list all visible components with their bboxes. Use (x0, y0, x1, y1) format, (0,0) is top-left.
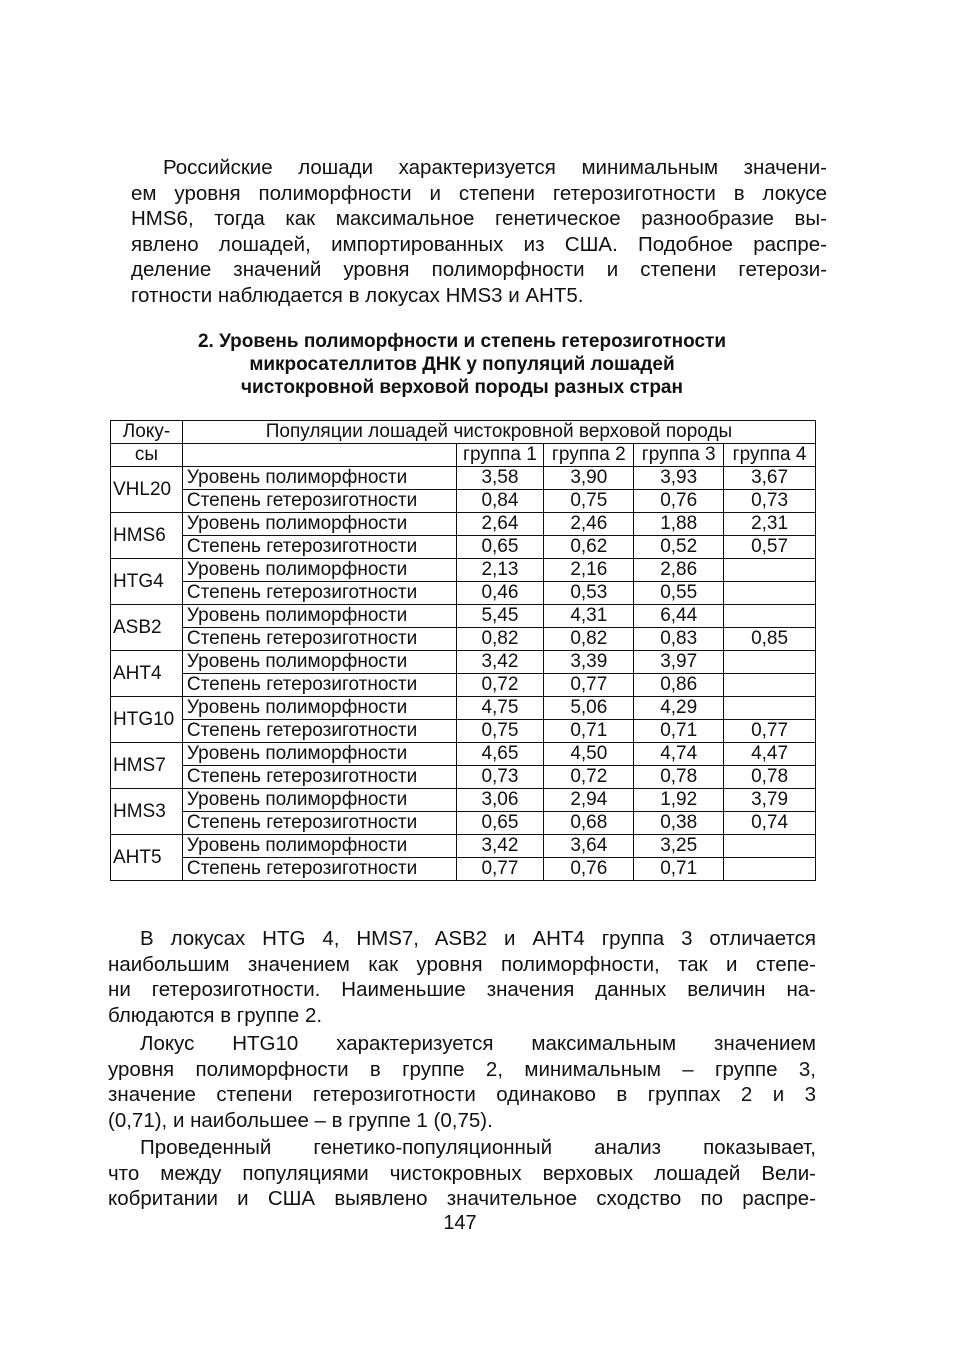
metric-cell: Уровень полиморфности (182, 789, 456, 812)
metric-cell: Степень гетерозиготности (182, 490, 456, 513)
value-cell: 0,82 (544, 628, 634, 651)
locus-cell: HMS6 (111, 513, 183, 559)
metric-cell: Уровень полиморфности (182, 605, 456, 628)
header-locus-top: Локу- (111, 421, 183, 444)
metric-cell: Степень гетерозиготности (182, 766, 456, 789)
text-line: В локусах HTG 4, HMS7, ASB2 и AHT4 группа 3 отличается (140, 927, 816, 950)
header-group-2: группа 2 (544, 444, 634, 467)
text-line: уровня полиморфности в группе 2, минимальным – группе 3, (108, 1057, 816, 1081)
value-cell: 0,65 (456, 536, 544, 559)
value-cell: 3,42 (456, 835, 544, 858)
text-line: наибольшим значением как уровня полиморфности, так и степе- (108, 952, 816, 976)
text-line: Проведенный генетико-популяционный анализ показывает, (140, 1136, 816, 1159)
text-line: Российские лошади характеризуется минимальным значени- (163, 156, 827, 179)
table-row (111, 605, 816, 628)
text-line: значение степени гетерозиготности одинаково в группах 2 и 3 (108, 1083, 816, 1106)
value-cell: 0,72 (544, 766, 634, 789)
value-cell: 0,71 (544, 720, 634, 743)
metric-cell: Степень гетерозиготности (182, 582, 456, 605)
paragraph-intro (131, 155, 827, 308)
metric-cell: Степень гетерозиготности (182, 628, 456, 651)
metric-cell: Уровень полиморфности (182, 743, 456, 766)
value-cell (724, 559, 816, 582)
locus-cell: ASB2 (111, 605, 183, 651)
table-row (111, 766, 816, 789)
value-cell: 2,13 (456, 559, 544, 582)
value-cell: 0,85 (724, 628, 816, 651)
table-row (111, 697, 816, 720)
table-row (111, 490, 816, 513)
value-cell: 0,68 (544, 812, 634, 835)
metric-cell: Степень гетерозиготности (182, 536, 456, 559)
value-cell: 5,45 (456, 605, 544, 628)
value-cell: 0,62 (544, 536, 634, 559)
value-cell: 1,88 (634, 513, 724, 536)
page-number: 147 (443, 1212, 477, 1234)
paragraph-htg10 (108, 1031, 816, 1133)
value-cell (724, 582, 816, 605)
text-line: что между популяциями чистокровных верховых лошадей Вели- (108, 1161, 816, 1185)
value-cell: 4,47 (724, 743, 816, 766)
value-cell: 0,77 (544, 674, 634, 697)
table-row (111, 743, 816, 766)
text-line: Локус HTG10 характеризуется максимальным значением (140, 1032, 816, 1055)
value-cell: 0,84 (456, 490, 544, 513)
value-cell: 4,75 (456, 697, 544, 720)
caption-line: 2. Уровень полиморфности и степень гетерозиготности (197, 331, 727, 352)
metric-cell: Уровень полиморфности (182, 697, 456, 720)
metric-cell: Уровень полиморфности (182, 651, 456, 674)
table-header-row (111, 421, 816, 444)
text-line: готности наблюдается в локусах HMS3 и AHT5. (131, 283, 584, 307)
value-cell (724, 835, 816, 858)
table-body (111, 467, 816, 881)
value-cell: 0,76 (544, 858, 634, 881)
value-cell: 0,55 (634, 582, 724, 605)
value-cell: 0,38 (634, 812, 724, 835)
metric-cell: Уровень полиморфности (182, 513, 456, 536)
value-cell: 2,86 (634, 559, 724, 582)
metric-cell: Степень гетерозиготности (182, 674, 456, 697)
table-header-row (111, 444, 816, 467)
value-cell: 3,25 (634, 835, 724, 858)
value-cell: 3,42 (456, 651, 544, 674)
locus-cell: VHL20 (111, 467, 183, 513)
table-row (111, 651, 816, 674)
value-cell: 0,65 (456, 812, 544, 835)
header-group-4: группа 4 (724, 444, 816, 467)
value-cell: 0,76 (634, 490, 724, 513)
value-cell: 4,65 (456, 743, 544, 766)
value-cell: 1,92 (634, 789, 724, 812)
value-cell: 0,52 (634, 536, 724, 559)
value-cell: 4,29 (634, 697, 724, 720)
locus-cell: HMS7 (111, 743, 183, 789)
value-cell (724, 651, 816, 674)
locus-cell: HTG4 (111, 559, 183, 605)
value-cell: 0,71 (634, 858, 724, 881)
value-cell: 5,06 (544, 697, 634, 720)
table-row (111, 789, 816, 812)
text-line: деление значений уровня полиморфности и степени гетерози- (131, 258, 827, 281)
locus-cell: AHT4 (111, 651, 183, 697)
value-cell: 0,82 (456, 628, 544, 651)
value-cell: 3,79 (724, 789, 816, 812)
value-cell: 0,78 (634, 766, 724, 789)
header-group-1: группа 1 (456, 444, 544, 467)
value-cell: 0,73 (456, 766, 544, 789)
table-row (111, 628, 816, 651)
caption-line: чистокровной верховой породы разных стран (241, 377, 683, 398)
table-row (111, 720, 816, 743)
metric-cell: Уровень полиморфности (182, 835, 456, 858)
header-group-3: группа 3 (634, 444, 724, 467)
text-line: блюдаются в группе 2. (108, 1003, 323, 1027)
value-cell: 3,90 (544, 467, 634, 490)
table-row (111, 559, 816, 582)
paragraph-conclusion (108, 1135, 816, 1212)
metric-cell: Степень гетерозиготности (182, 858, 456, 881)
value-cell: 0,71 (634, 720, 724, 743)
value-cell: 0,57 (724, 536, 816, 559)
table-caption (108, 330, 816, 399)
value-cell: 0,53 (544, 582, 634, 605)
value-cell: 3,93 (634, 467, 724, 490)
metric-cell: Степень гетерозиготности (182, 812, 456, 835)
value-cell: 0,74 (724, 812, 816, 835)
value-cell: 2,31 (724, 513, 816, 536)
text-line: ни гетерозиготности. Наименьшие значения данных величин на- (108, 978, 816, 1001)
metric-cell: Степень гетерозиготности (182, 720, 456, 743)
metric-cell: Уровень полиморфности (182, 559, 456, 582)
value-cell: 3,97 (634, 651, 724, 674)
value-cell: 3,39 (544, 651, 634, 674)
paragraph-results (108, 926, 816, 1028)
caption-line: микросателлитов ДНК у популяций лошадей (249, 354, 675, 375)
table-row (111, 812, 816, 835)
text-line: ем уровня полиморфности и степени гетерозиготности в локусе (131, 181, 827, 205)
header-locus-bottom: сы (111, 444, 183, 467)
value-cell: 2,46 (544, 513, 634, 536)
value-cell (724, 674, 816, 697)
table-row (111, 674, 816, 697)
value-cell: 0,83 (634, 628, 724, 651)
value-cell (724, 858, 816, 881)
header-empty (182, 444, 456, 467)
value-cell: 4,31 (544, 605, 634, 628)
value-cell: 0,75 (544, 490, 634, 513)
text-line: (0,71), и наибольшее – в группе 1 (0,75). (108, 1108, 493, 1132)
value-cell: 3,58 (456, 467, 544, 490)
value-cell (724, 697, 816, 720)
text-line: явлено лошадей, импортированных из США. Подобное распре- (131, 232, 827, 256)
table-row (111, 835, 816, 858)
value-cell: 0,72 (456, 674, 544, 697)
table-row (111, 582, 816, 605)
table-row (111, 858, 816, 881)
value-cell (724, 605, 816, 628)
value-cell: 0,78 (724, 766, 816, 789)
table-row (111, 467, 816, 490)
value-cell: 3,64 (544, 835, 634, 858)
value-cell: 0,77 (724, 720, 816, 743)
data-table (110, 420, 816, 881)
value-cell: 0,75 (456, 720, 544, 743)
value-cell: 0,73 (724, 490, 816, 513)
value-cell: 2,16 (544, 559, 634, 582)
value-cell: 0,77 (456, 858, 544, 881)
locus-cell: HMS3 (111, 789, 183, 835)
value-cell: 6,44 (634, 605, 724, 628)
metric-cell: Уровень полиморфности (182, 467, 456, 490)
value-cell: 2,94 (544, 789, 634, 812)
locus-cell: AHT5 (111, 835, 183, 881)
value-cell: 3,06 (456, 789, 544, 812)
header-populations: Популяции лошадей чистокровной верховой породы (182, 421, 815, 444)
table-row (111, 513, 816, 536)
value-cell: 4,50 (544, 743, 634, 766)
text-line: HMS6, тогда как максимальное генетическое разнообразие вы- (131, 207, 827, 230)
value-cell: 2,64 (456, 513, 544, 536)
value-cell: 3,67 (724, 467, 816, 490)
locus-cell: HTG10 (111, 697, 183, 743)
value-cell: 0,46 (456, 582, 544, 605)
text-line: кобритании и США выявлено значительное сходство по распре- (108, 1187, 816, 1210)
value-cell: 4,74 (634, 743, 724, 766)
table-row (111, 536, 816, 559)
value-cell: 0,86 (634, 674, 724, 697)
